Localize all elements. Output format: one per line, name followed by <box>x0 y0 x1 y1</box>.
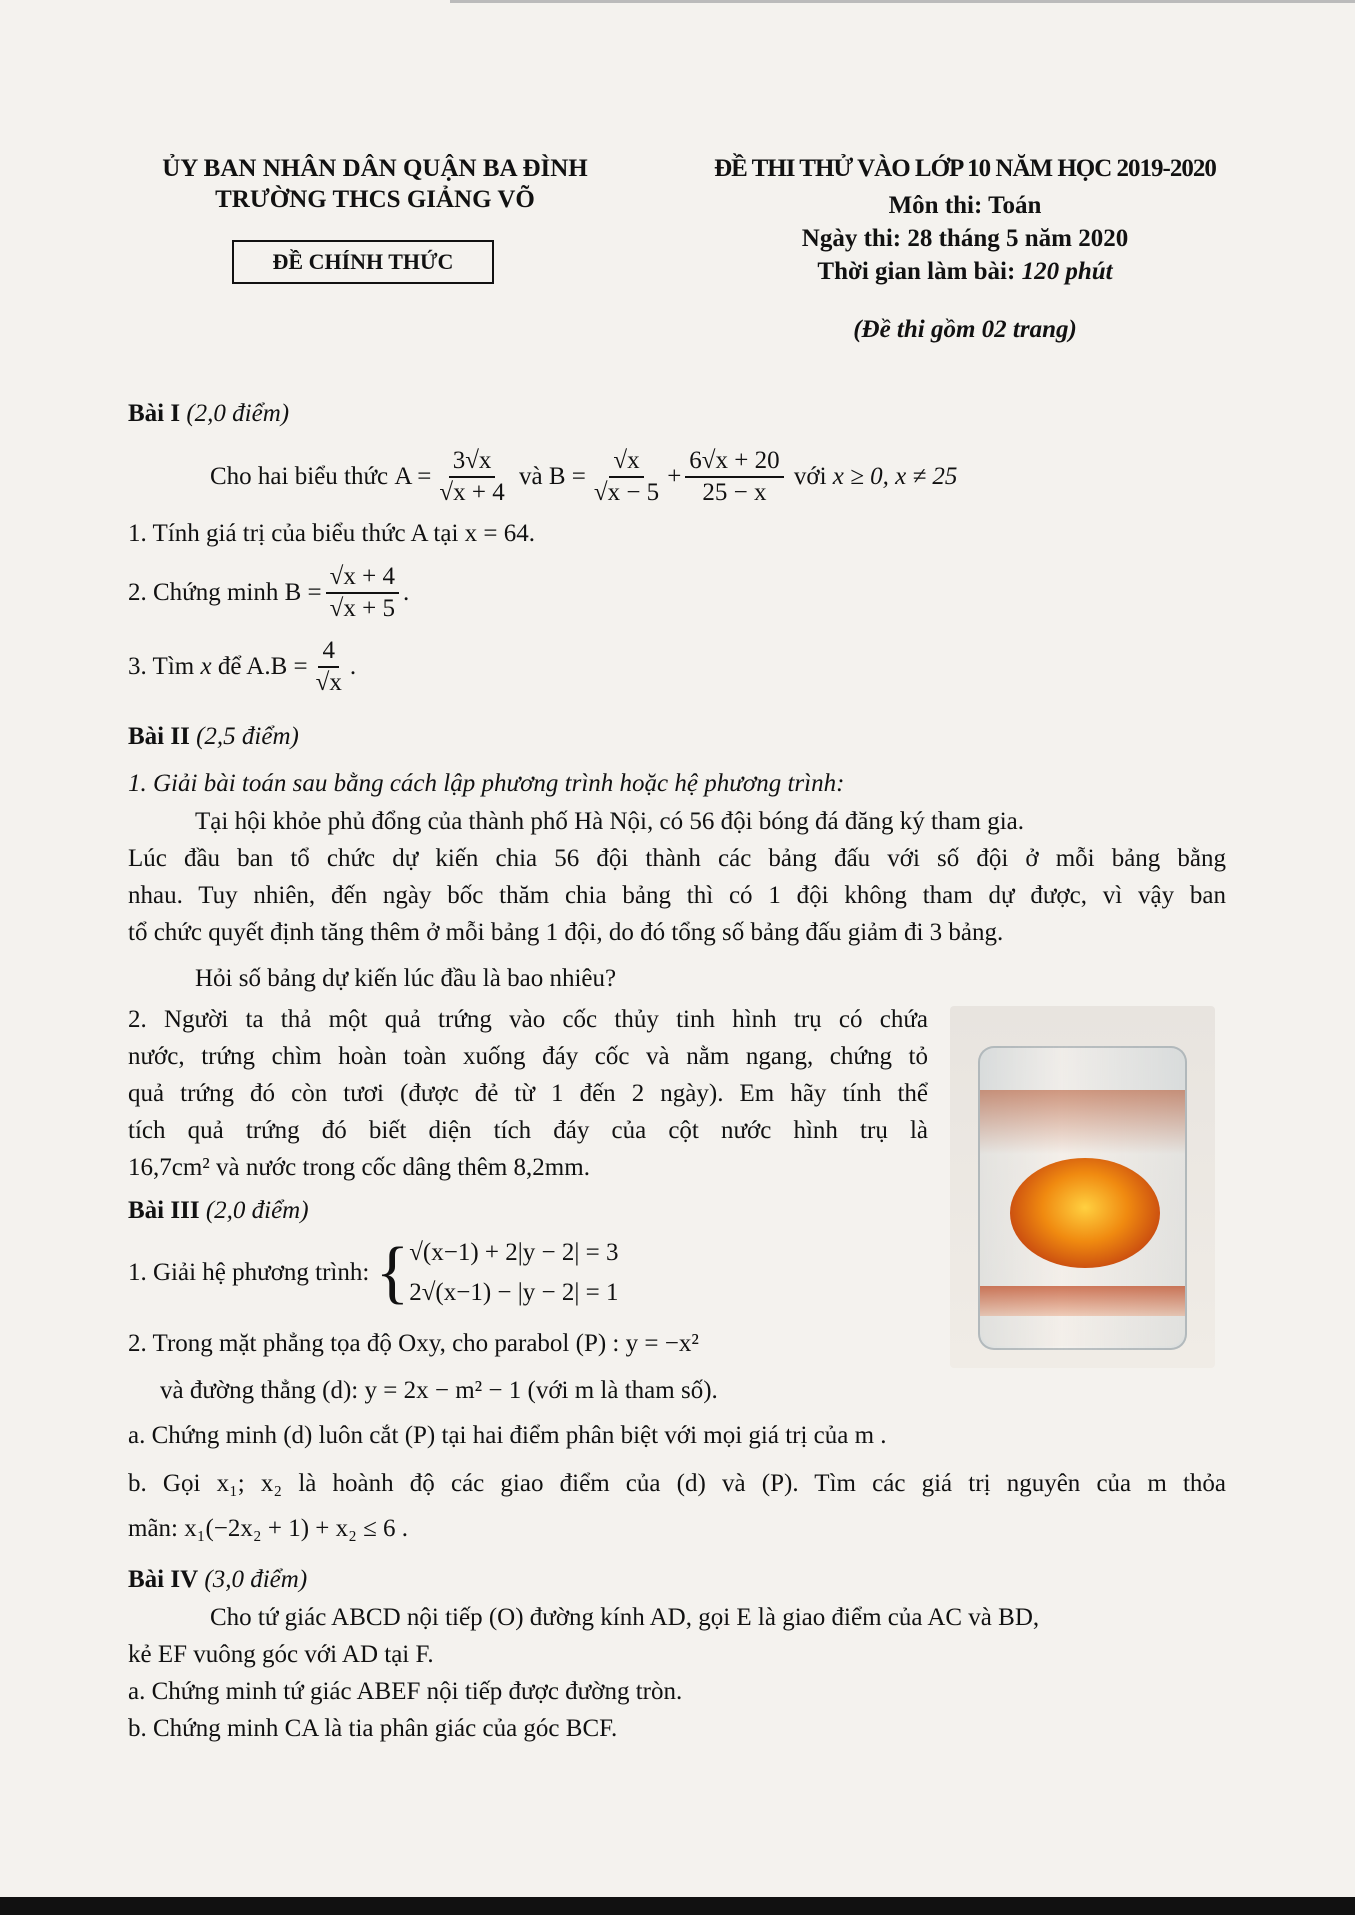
bai3-qa: a. Chứng minh (d) luôn cắt (P) tại hai điểm phân biệt với mọi giá trị của m . <box>128 1422 887 1449</box>
bai2-p1-line4: tổ chức quyết định tăng thêm ở mỗi bảng 1 đội, do đó tổng số bảng đấu giảm đi 3 bảng. <box>128 919 1004 946</box>
bai4-title: Bài IV <box>128 1566 199 1593</box>
reflection-band <box>980 1286 1185 1316</box>
bai2-p1-line3: nhau. Tuy nhiên, đến ngày bốc thăm chia bảng thì có 1 đội không tham dự được, vì vậy ban <box>128 882 1226 909</box>
bai4-intro-line2: kẻ EF vuông góc với AD tại F. <box>128 1641 434 1668</box>
equation-1: √(x−1) + 2|y − 2| = 3 <box>409 1239 619 1266</box>
bai3-points: (2,0 điểm) <box>205 1197 309 1224</box>
q3-den: √x <box>315 669 342 696</box>
bai3-qb-line2: mãn: x₁(−2x₂ + 1) + x₂ ≤ 6 . <box>128 1515 409 1542</box>
system-brace: { <box>375 1234 410 1311</box>
exam-date: Ngày thi: 28 tháng 5 năm 2020 <box>801 225 1129 252</box>
exam-duration <box>680 258 1250 286</box>
expr-b-den1: √x − 5 <box>593 479 660 506</box>
q3-prefix: 3. Tìm <box>128 653 195 680</box>
q2-prefix: 2. Chứng minh B = <box>128 579 322 606</box>
bai2-p2-line2: nước, trứng chìm hoàn toàn xuống đáy cốc và nằm ngang, chứng tỏ <box>128 1043 928 1070</box>
bai2-heading <box>128 723 299 751</box>
bai1-points: (2,0 điểm) <box>186 400 290 427</box>
equation-system <box>409 1233 618 1313</box>
q3-fraction <box>312 638 346 696</box>
expr-a-label: A = <box>394 463 432 490</box>
bai1-expressions <box>210 442 957 512</box>
bai2-p2-line1: 2. Người ta thả một quả trứng vào cốc thủy tinh hình trụ có chứa <box>128 1006 928 1033</box>
bai2-p1-heading: 1. Giải bài toán sau bằng cách lập phương trình hoặc hệ phương trình: <box>128 770 845 797</box>
expr-a-fraction <box>435 448 508 506</box>
bai1-heading <box>128 400 289 428</box>
bai2-p1-line1: Tại hội khỏe phủ đổng của thành phố Hà Nội, có 56 đội bóng đá đăng ký tham gia. <box>195 808 1025 835</box>
bai3-qb-line1: b. Gọi x₁; x₂ là hoành độ các giao điểm của (d) và (P). Tìm các giá trị nguyên của m thỏa <box>128 1470 1226 1497</box>
bai3-q1 <box>128 1228 618 1318</box>
q2-num: √x + 4 <box>326 564 399 594</box>
bai1-intro: Cho hai biểu thức <box>210 463 389 490</box>
duration-label: Thời gian làm bài: <box>817 258 1022 285</box>
expr-b-label: B = <box>548 463 586 490</box>
bai2-p2-line4: tích quả trứng đó biết diện tích đáy của cột nước hình trụ là <box>128 1117 928 1144</box>
equation-2: 2√(x−1) − |y − 2| = 1 <box>409 1279 619 1306</box>
q3-var: x <box>200 653 212 680</box>
q3-mid: để A.B = <box>217 653 308 680</box>
q3-num: 4 <box>318 638 339 668</box>
bai2-title: Bài II <box>128 723 190 750</box>
bai2-points: (2,5 điểm) <box>196 723 299 750</box>
bai2-p1-line2: Lúc đầu ban tổ chức dự kiến chia 56 đội thành các bảng đấu với số đội ở mỗi bảng bằng <box>128 845 1226 872</box>
bai2-p2-line5: 16,7cm² và nước trong cốc dâng thêm 8,2mm. <box>128 1154 590 1181</box>
school-name: TRƯỜNG THCS GIẢNG VÕ <box>215 186 535 213</box>
expr-b-den2: 25 − x <box>702 479 767 506</box>
bai1-title: Bài I <box>128 400 181 427</box>
expr-b-num1: √x <box>609 448 643 478</box>
official-exam-box: ĐỀ CHÍNH THỨC <box>232 240 494 284</box>
egg-in-glass-photo <box>950 1006 1215 1368</box>
bai4-intro-line1: Cho tứ giác ABCD nội tiếp (O) đường kính AD, gọi E là giao điểm của AC và BD, <box>210 1604 1040 1631</box>
bai2-p1-question: Hỏi số bảng dự kiến lúc đầu là bao nhiêu? <box>195 965 617 992</box>
bai3-title: Bài III <box>128 1197 200 1224</box>
pages-note: (Đề thi gồm 02 trang) <box>853 316 1077 343</box>
exam-title: ĐỀ THI THỬ VÀO LỚP 10 NĂM HỌC 2019-2020 <box>714 155 1216 182</box>
expr-a-num: 3√x <box>449 448 496 478</box>
expr-a-den: √x + 4 <box>439 479 505 506</box>
expr-b-fraction1 <box>590 448 663 506</box>
q1-prefix: 1. Giải hệ phương trình: <box>128 1259 370 1286</box>
and-word: và <box>518 463 543 490</box>
condition: x ≥ 0, x ≠ 25 <box>832 463 958 490</box>
bai3-heading <box>128 1197 309 1225</box>
q2-den: √x + 5 <box>329 595 395 622</box>
exam-subject: Môn thi: Toán <box>888 192 1042 219</box>
expr-b-num2: 6√x + 20 <box>685 448 783 478</box>
bai4-qb: b. Chứng minh CA là tia phân giác của góc BCF. <box>128 1715 618 1742</box>
expr-b-fraction2 <box>685 448 783 506</box>
bai4-qa: a. Chứng minh tứ giác ABEF nội tiếp được đường tròn. <box>128 1678 683 1705</box>
egg-illustration <box>1010 1158 1160 1268</box>
bai3-q2-line1: 2. Trong mặt phẳng tọa độ Oxy, cho parabol (P) : y = −x² <box>128 1330 699 1357</box>
bai1-q2: 2. Chứng minh B = $\frac{√x + 4}{√x + 5}$ . <box>128 563 410 622</box>
duration-value: 120 phút <box>1021 258 1113 285</box>
bai3-q2-line2: và đường thẳng (d): y = 2x − m² − 1 (với m là tham số). <box>160 1377 718 1404</box>
district-name: ỦY BAN NHÂN DÂN QUẬN BA ĐÌNH <box>162 155 588 182</box>
bai1-q1: 1. Tính giá trị của biểu thức A tại x = 64. <box>128 520 535 547</box>
bai1-q3: 3. Tìm x để A.B = $\frac{4}{√x}$ . <box>128 637 357 696</box>
bai4-heading <box>128 1566 307 1594</box>
plus-sign: + <box>667 463 682 490</box>
glass-illustration <box>978 1046 1187 1350</box>
bottom-edge-bar <box>0 1897 1355 1915</box>
q2-fraction <box>326 564 399 622</box>
bai4-points: (3,0 điểm) <box>204 1566 308 1593</box>
condition-word: với <box>793 463 827 490</box>
bai2-p2-line3: quả trứng đó còn tươi (được đẻ từ 1 đến 2 ngày). Em hãy tính thể <box>128 1080 928 1107</box>
